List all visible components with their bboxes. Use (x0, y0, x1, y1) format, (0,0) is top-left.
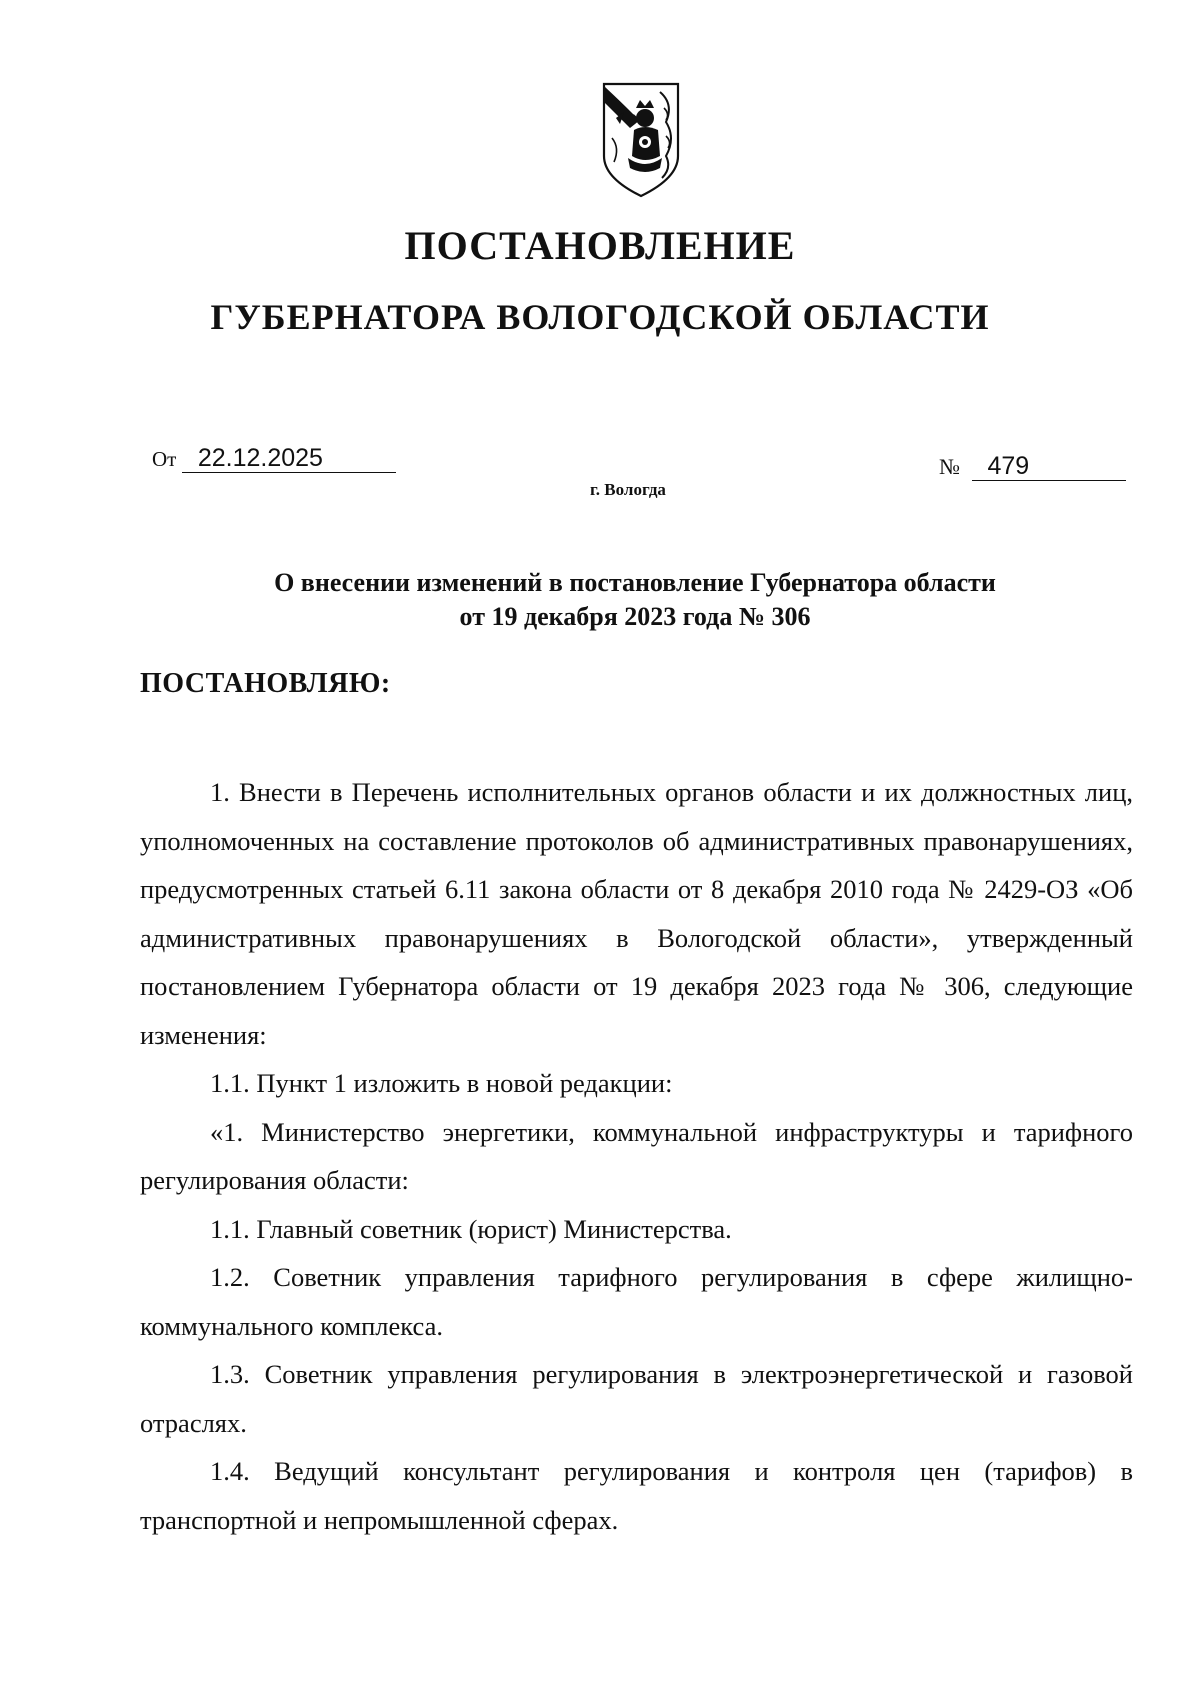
document-number: 479 (972, 452, 1126, 481)
number-prefix: № (939, 454, 960, 479)
coat-of-arms-emblem (600, 78, 682, 198)
paragraph-item-1-2: 1.2. Советник управления тарифного регулирования в сфере жилищно-коммунального комплекса. (140, 1262, 1133, 1341)
number-block (939, 452, 1126, 481)
date-block (152, 444, 396, 473)
paragraph-quote-1: «1. Министерство энергетики, коммунальной инфраструктуры и тарифного регулирования области: (140, 1116, 1133, 1195)
resolve-heading: ПОСТАНОВЛЯЮ: (140, 668, 391, 699)
paragraph-1-1: 1.1. Пункт 1 изложить в новой редакции: (210, 1068, 673, 1098)
city-label: г. Вологда (590, 480, 666, 499)
paragraph-1: 1. Внести в Перечень исполнительных органов области и их должностных лиц, уполномоченных на составление протоколов об административных правонарушениях, предусмотренных статьей 6.11 закона области от 8 декабря 2010 года № 2429-ОЗ «Об административных правонарушениях в Вологодской области», утвержденный постановлением Губернатора области от 19 декабря 2023 года № 306, следующие изменения: (140, 777, 1133, 1050)
paragraph-item-1-4: 1.4. Ведущий консультант регулирования и контроля цен (тарифов) в транспортной и непромышленной сферах. (140, 1456, 1133, 1535)
paragraph-item-1-3: 1.3. Советник управления регулирования в электроэнергетической и газовой отраслях. (140, 1359, 1133, 1438)
subject-line-1: О внесении изменений в постановление Губернатора области (274, 568, 996, 597)
document-body (140, 768, 1133, 1544)
document-date: 22.12.2025 (182, 444, 396, 473)
document-issuer: ГУБЕРНАТОРА ВОЛОГОДСКОЙ ОБЛАСТИ (210, 297, 990, 337)
subject-line-2: от 19 декабря 2023 года № 306 (459, 602, 811, 631)
document-title: ПОСТАНОВЛЕНИЕ (404, 223, 796, 268)
document-subject (140, 566, 1130, 634)
paragraph-item-1-1: 1.1. Главный советник (юрист) Министерства. (210, 1213, 732, 1244)
date-prefix: От (152, 447, 177, 471)
